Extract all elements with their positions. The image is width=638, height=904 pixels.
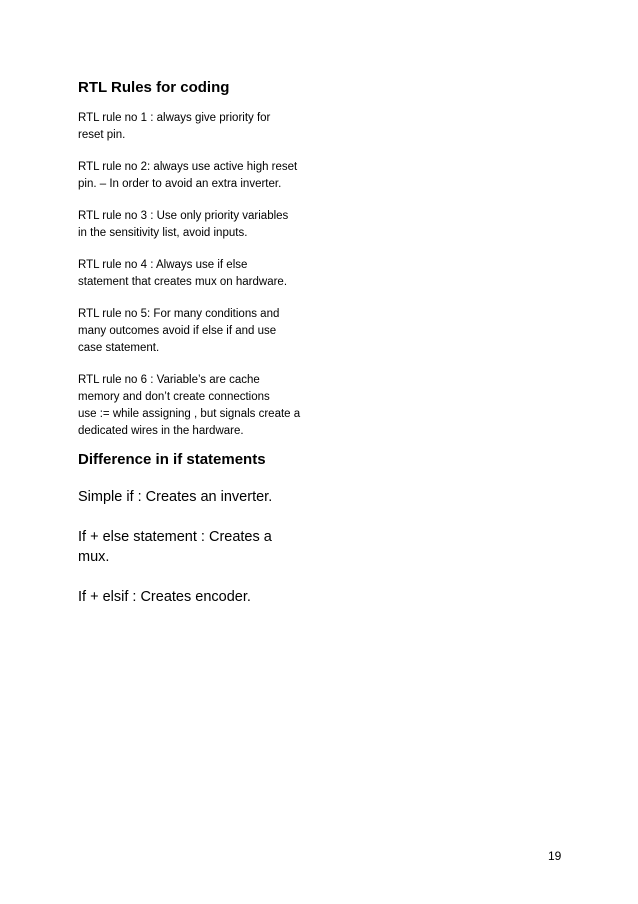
section-heading: RTL Rules for coding — [78, 79, 230, 96]
rule-item-2 — [78, 159, 318, 193]
rule-line: RTL rule no 5: For many conditions and — [78, 308, 280, 320]
rule-line: in the sensitivity list, avoid inputs. — [78, 227, 248, 239]
differences-list — [78, 487, 338, 627]
rule-line: RTL rule no 4 : Always use if else — [78, 259, 248, 271]
rule-line: RTL rule no 6 : Variable’s are cache — [78, 374, 260, 386]
page-number: 19 — [548, 849, 562, 863]
rule-item-6 — [78, 372, 318, 440]
rule-line: dedicated wires in the hardware. — [78, 425, 244, 437]
subsection-heading: Difference in if statements — [78, 451, 266, 468]
rule-line: RTL rule no 3 : Use only priority variables — [78, 210, 289, 222]
difference-line: If + else statement : Creates a — [78, 529, 272, 545]
rule-line: pin. – In order to avoid an extra inverter. — [78, 178, 282, 190]
rule-line: memory and don’t create connections — [78, 391, 270, 403]
rule-line: use := while assigning , but signals create a — [78, 408, 301, 420]
rule-line: reset pin. — [78, 129, 126, 141]
rule-line: statement that creates mux on hardware. — [78, 276, 288, 288]
rule-line: many outcomes avoid if else if and use — [78, 325, 277, 337]
difference-line: If + elsif : Creates encoder. — [78, 589, 251, 605]
rule-item-3 — [78, 208, 318, 242]
rule-line: RTL rule no 1 : always give priority for — [78, 112, 271, 124]
rule-item-5 — [78, 306, 318, 357]
rules-list — [78, 110, 318, 440]
difference-item-2 — [78, 527, 338, 567]
difference-item-1 — [78, 487, 338, 507]
rule-item-4 — [78, 257, 318, 291]
difference-line: Simple if : Creates an inverter. — [78, 489, 273, 505]
page-content — [78, 78, 318, 605]
difference-item-3 — [78, 587, 338, 607]
rule-item-1 — [78, 110, 318, 144]
rule-line: case statement. — [78, 342, 160, 354]
rule-line: RTL rule no 2: always use active high reset — [78, 161, 298, 173]
difference-line: mux. — [78, 549, 110, 565]
